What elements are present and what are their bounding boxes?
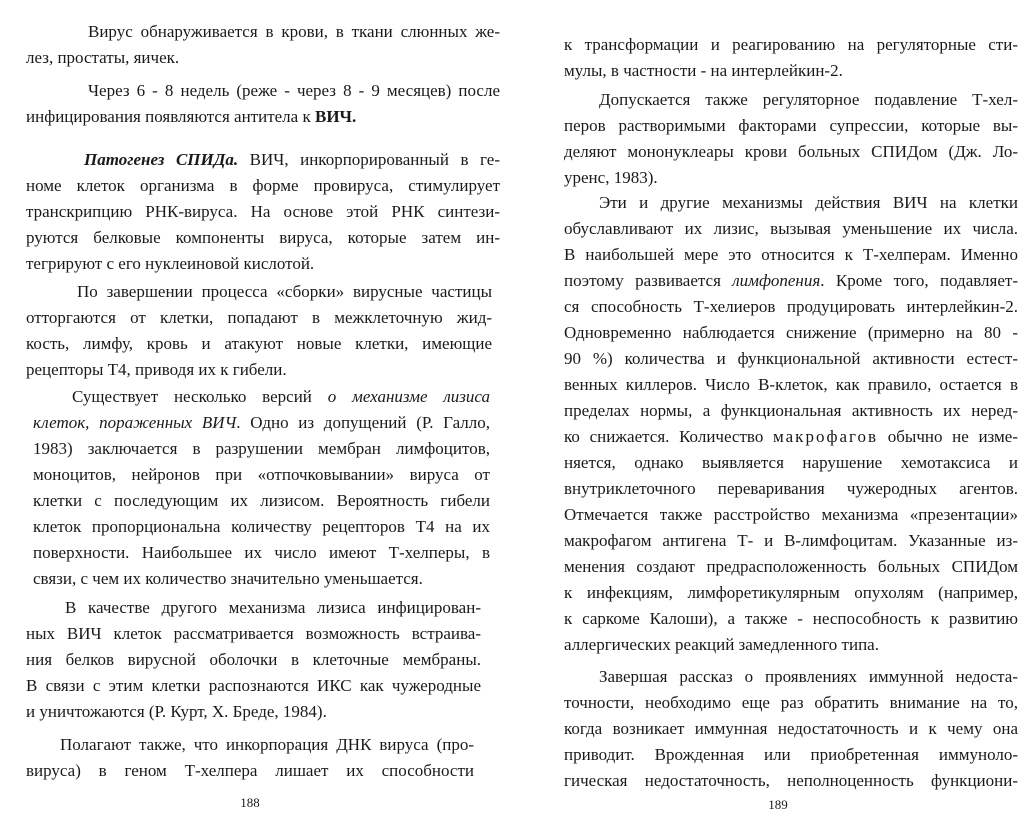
- text-line: точности, необходимо еще раз обратить внимание на то,: [564, 693, 1018, 712]
- emphasis-term: клеток, пораженных ВИЧ: [33, 413, 237, 432]
- emphasis-term: лимфопения: [732, 271, 821, 290]
- text-line: поверхности. Наибольшее их число имеют Т-хелперы, в: [33, 543, 490, 562]
- text-run: Существует несколько версий: [72, 387, 328, 406]
- text-line: обуславливают их лизис, вызывая уменьшение их числа.: [564, 219, 1018, 238]
- emphasis-term: макрофагов: [773, 427, 879, 446]
- text-line: няется, однако выявляется нарушение хемотаксиса и: [564, 453, 1018, 472]
- text-line: [33, 410, 490, 436]
- text-line: пределах нормы, а функциональная активность их неред-: [564, 401, 1018, 420]
- text-line: и уничтожаются (Р. Курт, Х. Бреде, 1984).: [26, 702, 327, 721]
- text-line: В качестве другого механизма лизиса инфицирован-: [65, 598, 481, 617]
- page-number: 188: [240, 795, 260, 810]
- text-line: венных киллеров. Число В-клеток, как правило, остается в: [564, 375, 1018, 394]
- text-run: обычно не изме-: [878, 427, 1019, 446]
- text-line: когда возникает иммунная недостаточность и к чему она: [564, 719, 1018, 738]
- text-run: ВИЧ, инкорпорированный в ге-: [238, 150, 500, 169]
- emphasis-term: о механизме лизиса: [327, 387, 490, 406]
- text-line: 1983) заключается в разрушении мембран лимфоцитов,: [33, 439, 490, 458]
- text-line: В связи с этим клетки распознаются ИКС как чужеродные: [26, 676, 481, 695]
- text-line: ных ВИЧ клеток рассматривается возможность встраива-: [26, 624, 481, 643]
- text-line: Одновременно наблюдается снижение (примерно на 80 -: [564, 323, 1018, 342]
- text-run: поэтому развивается: [564, 271, 733, 290]
- text-line: лез, простаты, яичек.: [26, 48, 180, 67]
- text-line: Завершая рассказ о проявлениях иммунной недоста-: [599, 667, 1018, 686]
- text-line: [26, 104, 356, 130]
- text-line: клетки с последующим их лизисом. Вероятность гибели: [33, 491, 490, 510]
- text-line: уренс, 1983).: [564, 168, 658, 187]
- text-line: моноцитов, нейронов при «отпочковывании» вируса от: [33, 465, 490, 484]
- text-line: [72, 384, 490, 410]
- text-line: транскрипцию РНК-вируса. На основе этой РНК синтези-: [26, 202, 500, 221]
- text-line: клеток пропорциональна количеству рецепторов Т4 на их: [33, 517, 490, 536]
- text-line: кость, лимфу, кровь и атакуют новые клетки, имеющие: [26, 334, 492, 353]
- text-line: Через 6 - 8 недель (реже - через 8 - 9 месяцев) после: [88, 81, 500, 100]
- page-number: 189: [768, 797, 788, 812]
- text-run: инфицирования появляются антитела к: [26, 107, 315, 126]
- emphasis-term: ВИЧ.: [314, 107, 357, 126]
- text-line: мулы, в частности - на интерлейкин-2.: [564, 61, 843, 80]
- text-line: менения создают предрасположенность больных СПИДом: [564, 557, 1018, 576]
- text-line: гическая недостаточность, неполноценность функциони-: [564, 771, 1018, 790]
- text-line: к саркоме Калоши), а также - неспособность к развитию: [564, 609, 1018, 628]
- text-line: номе клеток организма в форме провируса, стимулирует: [26, 176, 500, 195]
- text-line: макрофагом антигена Т- и В-лимфоцитам. Указанные из-: [564, 531, 1018, 550]
- text-line: Вирус обнаруживается в крови, в ткани слюнных же-: [88, 22, 500, 41]
- text-line: приводит. Врожденная или приобретенная иммуноло-: [564, 745, 1018, 764]
- text-line: руются белковые компоненты вируса, которые затем ин-: [26, 228, 500, 247]
- text-run: ко снижается. Количество: [564, 427, 773, 446]
- text-line: [84, 147, 500, 173]
- text-line: Отмечается также расстройство механизма «презентации»: [564, 505, 1018, 524]
- text-line: отторгаются от клетки, попадают в межклеточную жид-: [26, 308, 492, 327]
- text-line: тегрируют с его нуклеиновой кислотой.: [26, 254, 315, 273]
- text-line: внутриклеточного переваривания чужеродных агентов.: [564, 479, 1018, 498]
- text-line: связи, с чем их количество значительно уменьшается.: [33, 569, 423, 588]
- text-line: Допускается также регуляторное подавление Т-хел-: [599, 90, 1018, 109]
- text-line: вируса) в геном Т-хелпера лишает их способности: [26, 761, 474, 780]
- text-run: . Одно из допущений (Р. Галло,: [236, 413, 490, 432]
- text-line: [564, 268, 1018, 294]
- text-line: деляют мононуклеары крови больных СПИДом (Дж. Ло-: [564, 142, 1018, 161]
- text-line: к трансформации и реагированию на регуляторные сти-: [564, 35, 1018, 54]
- text-line: рецепторы Т4, приводя их к гибели.: [26, 360, 287, 379]
- text-line: аллергических реакций замедленного типа.: [564, 635, 879, 654]
- text-line: к инфекциям, лимфоретикулярным опухолям (например,: [564, 583, 1018, 602]
- text-line: По завершении процесса «сборки» вирусные частицы: [77, 282, 492, 301]
- right-page: [512, 0, 1024, 823]
- text-run: . Кроме того, подавляет-: [820, 271, 1018, 290]
- text-line: В наибольшей мере это относится к Т-хелперам. Именно: [564, 245, 1018, 264]
- text-line: [564, 424, 1018, 450]
- text-line: ния белков вирусной оболочки в клеточные мембраны.: [26, 650, 481, 669]
- section-heading: Патогенез СПИДа.: [84, 150, 239, 169]
- text-line: Полагают также, что инкорпорация ДНК вируса (про-: [60, 735, 474, 754]
- text-line: ся способность Т-хелиеров продуцировать интерлейкин-2.: [564, 297, 1018, 316]
- text-line: Эти и другие механизмы действия ВИЧ на клетки: [599, 193, 1018, 212]
- text-line: перов растворимыми факторами супрессии, которые вы-: [564, 116, 1018, 135]
- text-line: 90 %) количества и функциональной активности естест-: [564, 349, 1018, 368]
